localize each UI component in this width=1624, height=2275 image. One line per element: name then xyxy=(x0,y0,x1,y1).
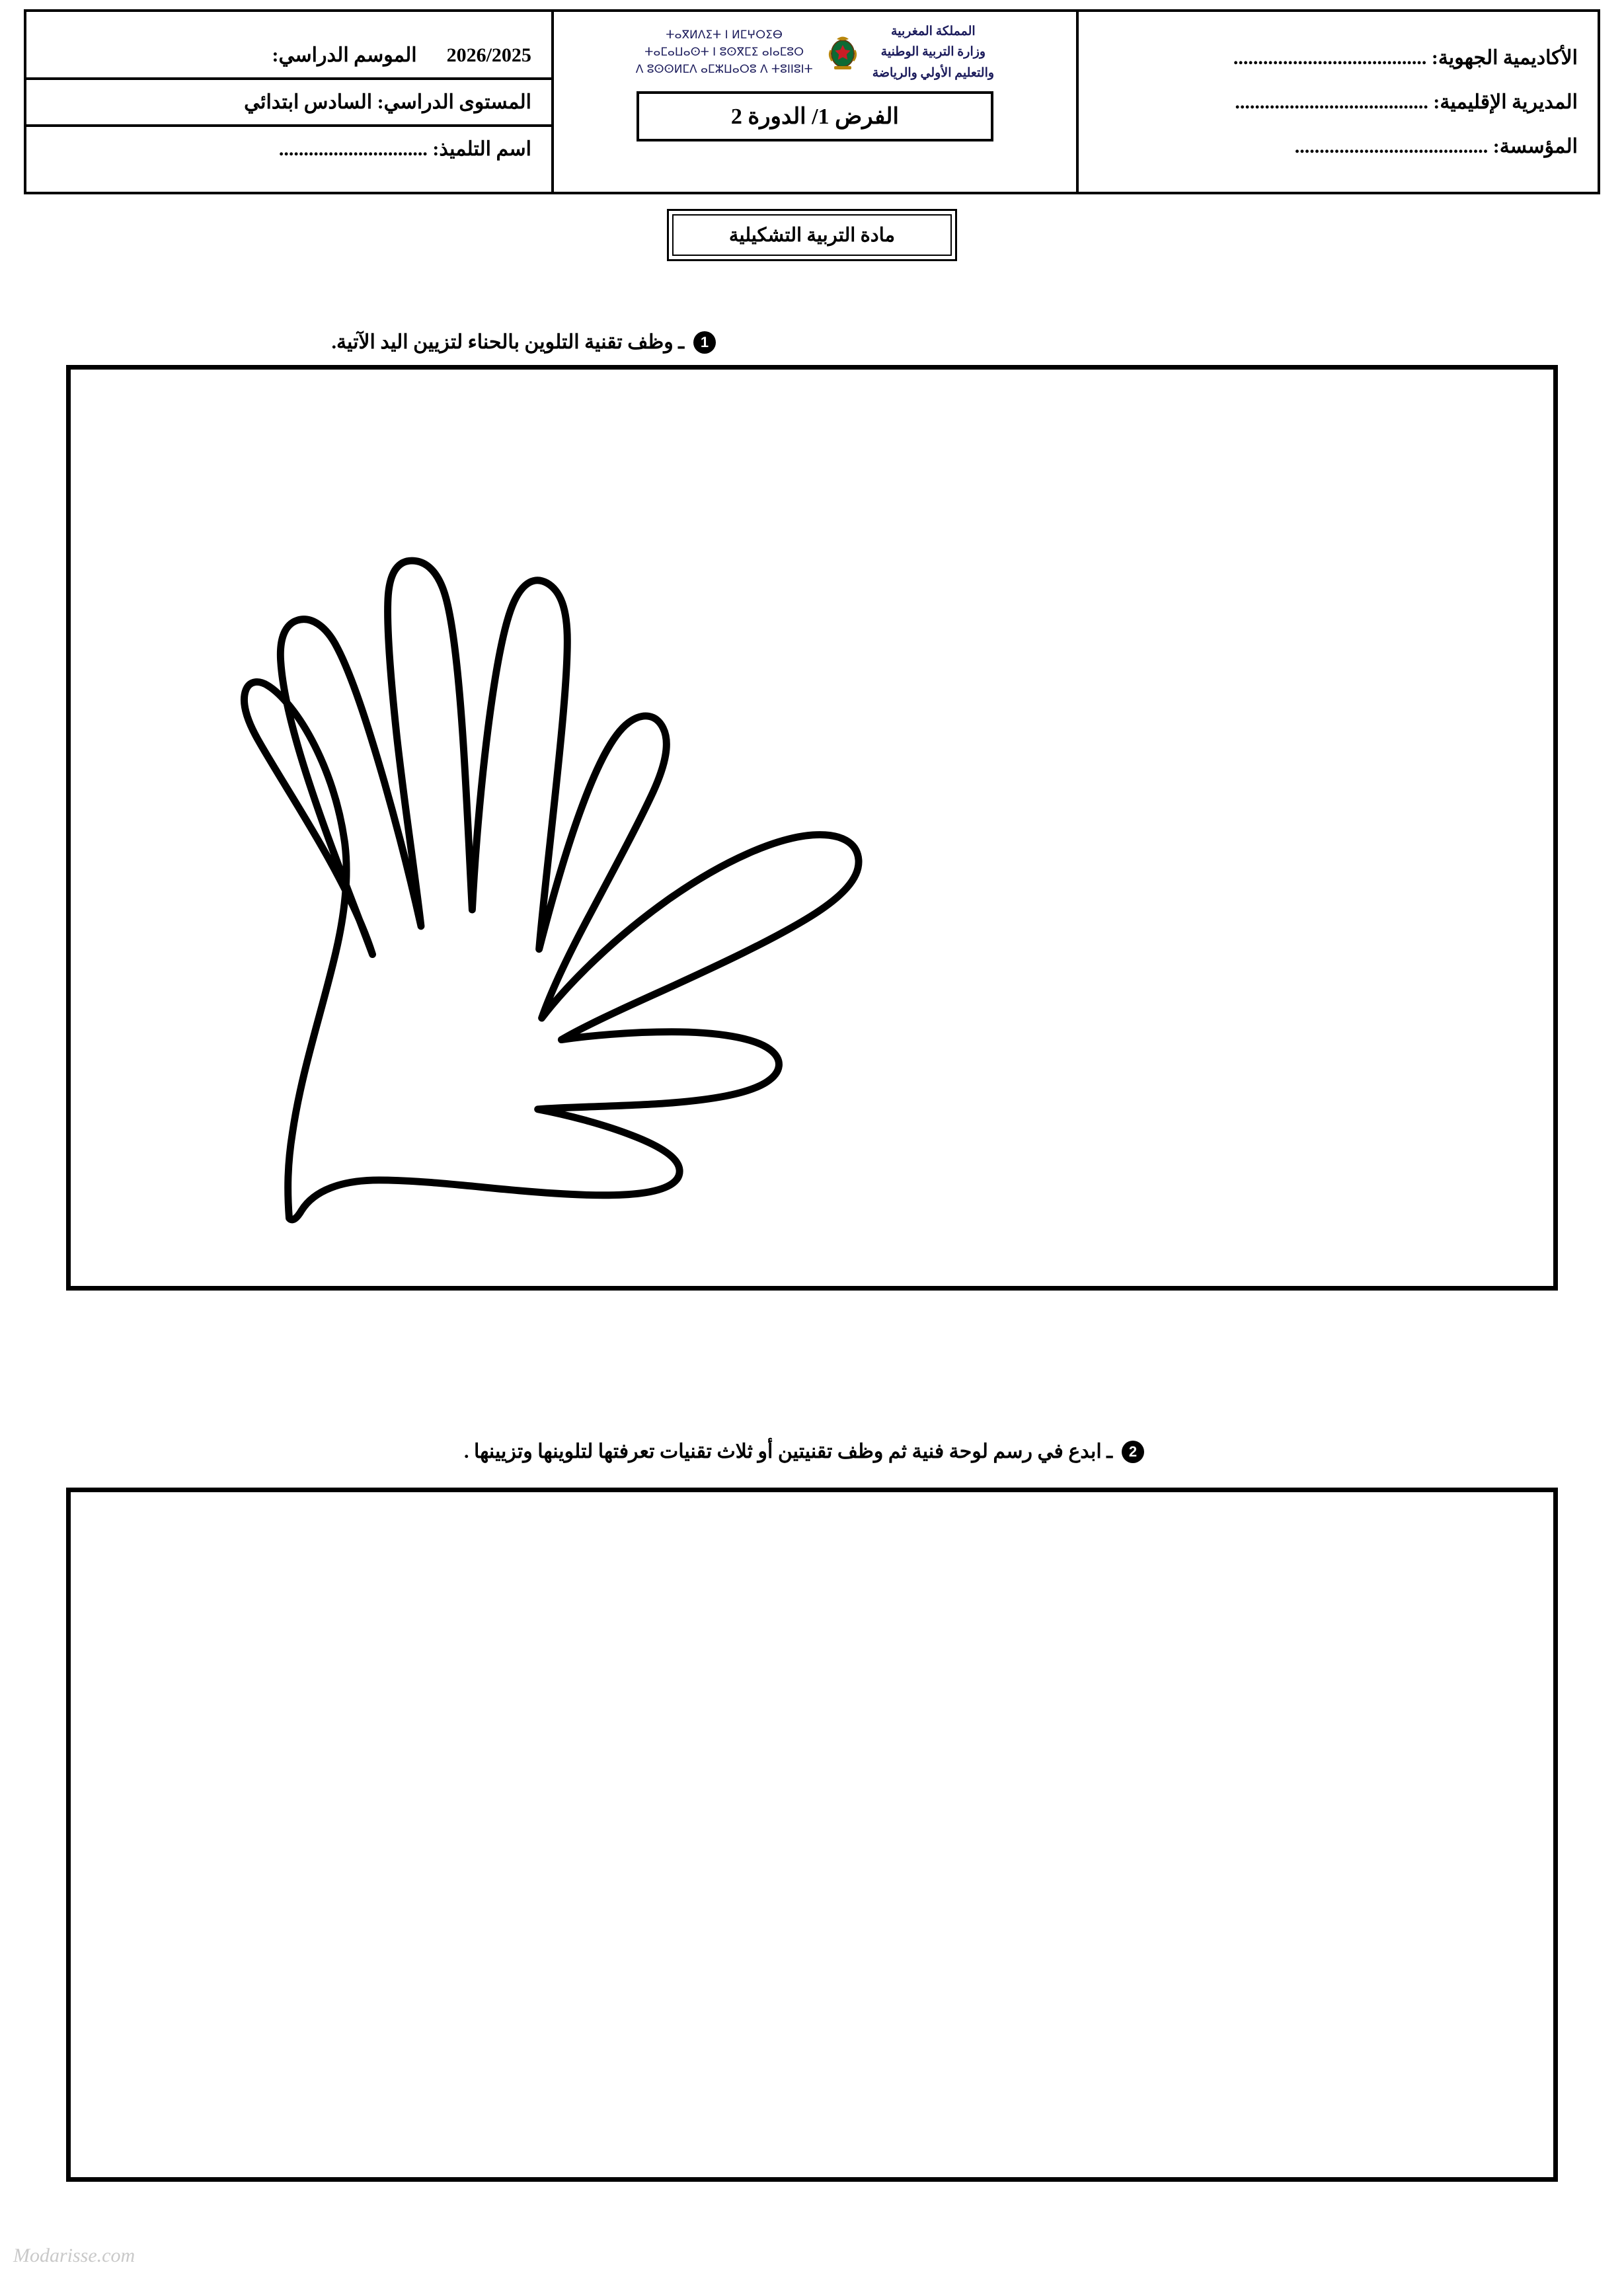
question-2-line xyxy=(24,1440,1600,1463)
hand-outline-drawing-area[interactable] xyxy=(66,365,1558,1291)
question-2-number: 2 xyxy=(1122,1441,1144,1463)
school-year-field xyxy=(42,33,535,77)
ministry-amazigh-line-3: ⴷ ⵓⵙⵙⵍⵎⴷ ⴰⵎⵣⵡⴰⵔⵓ ⴷ ⵜⵓⵏⵏⵓⵏⵜ xyxy=(635,63,813,77)
direction-dots: ....................................... xyxy=(1235,91,1428,113)
hand-outline-icon xyxy=(71,370,1553,1286)
question-1-line xyxy=(24,331,1600,354)
ministry-arabic-line-2: وزارة التربية الوطنية xyxy=(880,45,986,60)
exam-title-box: الفرض 1/ الدورة 2 xyxy=(637,91,993,141)
subject-title: مادة التربية التشكيلية xyxy=(672,214,952,256)
question-2-text: ـ ابدع في رسم لوحة فنية ثم وظف تقنيتين أو ثلاث تقنيات تعرفتها لتلوينها وتزيينها . xyxy=(463,1441,1112,1462)
moroccan-coat-of-arms-icon xyxy=(822,32,863,73)
school-year-value: 2026/2025 xyxy=(446,44,531,66)
site-watermark: Modarisse.com xyxy=(13,2245,135,2266)
ministry-amazigh-line-2: ⵜⴰⵎⴰⵡⴰⵙⵜ ⵏ ⵓⵙⴳⵎⵉ ⴰⵏⴰⵎⵓⵔ xyxy=(644,45,804,59)
question-1-text: ـ وظف تقنية التلوين بالحناء لتزيين اليد الآتية. xyxy=(331,331,684,353)
academy-dots: ....................................... xyxy=(1233,46,1427,69)
ministry-arabic-line-3: والتعليم الأولي والرياضة xyxy=(872,65,995,80)
ministry-amazigh-line-1: ⵜⴰⴳⵍⴷⵉⵜ ⵏ ⵍⵎⵖⵔⵉⴱ xyxy=(666,28,783,42)
ministry-arabic-line-1: المملكة المغربية xyxy=(891,24,976,38)
school-label: المؤسسة: xyxy=(1492,135,1578,157)
ministry-amazigh-text xyxy=(636,26,813,79)
subject-box xyxy=(667,209,957,261)
header-school-info-column xyxy=(1076,12,1598,192)
pupil-name-field: اسم التلميذ: .............................. xyxy=(278,138,531,160)
header-ministry-column xyxy=(551,12,1076,192)
academy-label: الأكاديمية الجهوية: xyxy=(1431,46,1578,69)
header-pupil-info-column xyxy=(26,12,551,192)
direction-label: المديرية الإقليمية: xyxy=(1433,91,1578,113)
direction-field xyxy=(1095,80,1582,124)
ministry-block xyxy=(554,17,1076,85)
subject-box-wrapper xyxy=(0,209,1624,261)
school-year-label: الموسم الدراسي: xyxy=(272,44,417,66)
blank-drawing-area[interactable] xyxy=(66,1488,1558,2182)
academy-field xyxy=(1095,36,1582,80)
header-table xyxy=(24,9,1600,194)
school-dots: ....................................... xyxy=(1294,135,1489,157)
ministry-arabic-text xyxy=(872,21,994,83)
school-field xyxy=(1095,124,1582,169)
school-level-field: المستوى الدراسي: السادس ابتدائي xyxy=(244,91,531,113)
question-1-number: 1 xyxy=(693,331,716,354)
